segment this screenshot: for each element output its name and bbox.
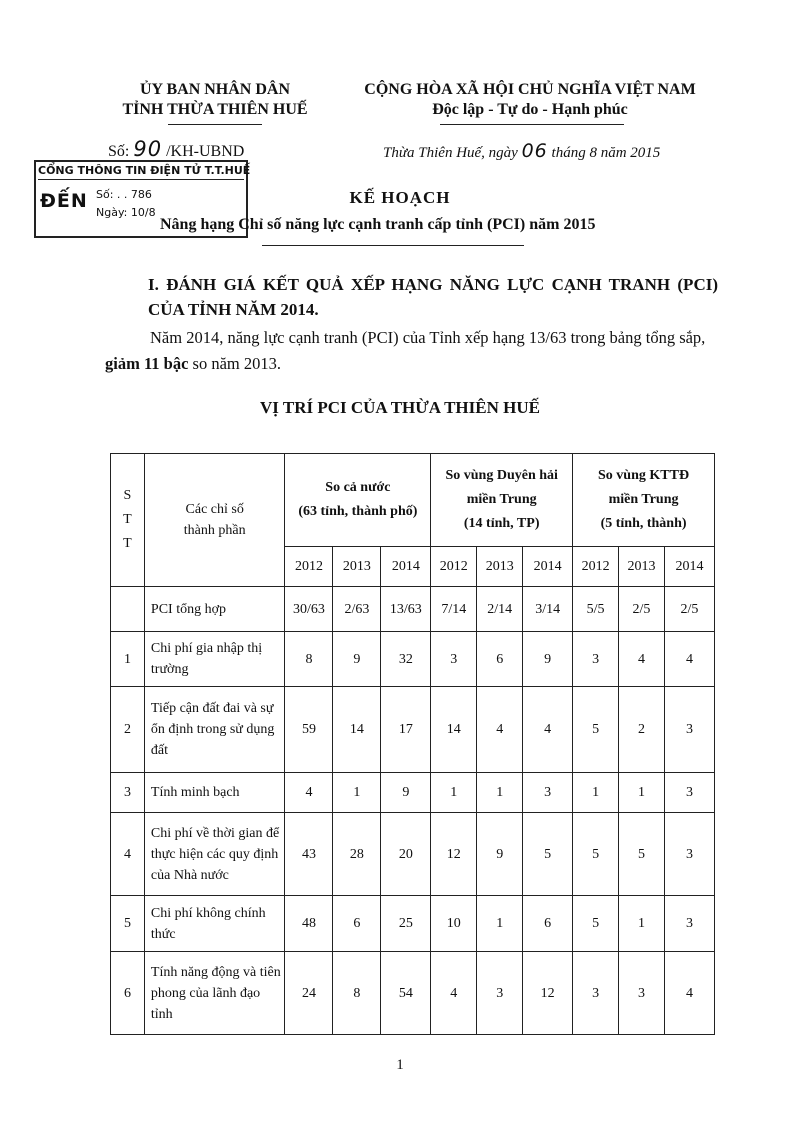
cell: 2/5 xyxy=(664,587,714,632)
group-header-kttd: So vùng KTTĐ miền Trung (5 tỉnh, thành) xyxy=(573,454,715,547)
group-header-national: So cả nước (63 tỉnh, thành phố) xyxy=(285,454,431,547)
table-row xyxy=(111,632,715,687)
cell: 20 xyxy=(381,813,431,896)
row-name: Tính năng động và tiên phong của lãnh đạo tỉnh xyxy=(144,952,285,1035)
cell: 1 xyxy=(573,773,619,813)
cell: 3 xyxy=(664,773,714,813)
year-header: 2014 xyxy=(381,547,431,587)
section-heading: I. ĐÁNH GIÁ KẾT QUẢ XẾP HẠNG NĂNG LỰC CẠNH TRANH (PCI) CỦA TỈNH NĂM 2014. xyxy=(148,275,718,319)
cell: 9 xyxy=(477,813,523,896)
cell: 3 xyxy=(431,632,477,687)
cell: 10 xyxy=(431,896,477,952)
year-header: 2014 xyxy=(664,547,714,587)
cell: 9 xyxy=(333,632,381,687)
issuing-authority xyxy=(110,80,320,120)
cell: 8 xyxy=(333,952,381,1035)
motto-underline xyxy=(440,124,624,125)
cell: 5 xyxy=(619,813,665,896)
cell: 13/63 xyxy=(381,587,431,632)
document-number: Số: 90 /KH-UBND xyxy=(108,137,245,161)
cell: 2/5 xyxy=(619,587,665,632)
cell: 1 xyxy=(477,896,523,952)
cell: 1 xyxy=(431,773,477,813)
table-title: VỊ TRÍ PCI CỦA THỪA THIÊN HUẾ xyxy=(260,398,540,417)
cell: 4 xyxy=(431,952,477,1035)
year-header: 2012 xyxy=(285,547,333,587)
cell: 2 xyxy=(619,687,665,773)
year-header: 2012 xyxy=(573,547,619,587)
row-stt: 5 xyxy=(111,896,145,952)
cell: 5 xyxy=(573,896,619,952)
cell: 6 xyxy=(477,632,523,687)
cell: 3 xyxy=(664,813,714,896)
authority-line-2: TỈNH THỪA THIÊN HUẾ xyxy=(122,101,308,118)
row-name: Tính minh bạch xyxy=(144,773,285,813)
row-name: Tiếp cận đất đai và sự ổn định trong sử dụng đất xyxy=(144,687,285,773)
cell: 9 xyxy=(523,632,573,687)
cell: 4 xyxy=(664,632,714,687)
cell: 14 xyxy=(431,687,477,773)
motto: Độc lập - Tự do - Hạnh phúc xyxy=(432,101,628,118)
cell: 5 xyxy=(523,813,573,896)
national-motto xyxy=(340,80,720,120)
table-row xyxy=(111,813,715,896)
cell: 3 xyxy=(477,952,523,1035)
authority-underline xyxy=(168,124,262,125)
group-header-coastal: So vùng Duyên hải miền Trung (14 tỉnh, TP) xyxy=(431,454,573,547)
cell: 30/63 xyxy=(285,587,333,632)
row-stt: 6 xyxy=(111,952,145,1035)
cell: 2/63 xyxy=(333,587,381,632)
cell: 1 xyxy=(477,773,523,813)
cell: 1 xyxy=(619,896,665,952)
year-header: 2012 xyxy=(431,547,477,587)
row-name: Chi phí không chính thức xyxy=(144,896,285,952)
cell: 12 xyxy=(523,952,573,1035)
date-day-handwritten: 06 xyxy=(521,140,548,162)
cell: 4 xyxy=(523,687,573,773)
cell: 1 xyxy=(333,773,381,813)
table-row xyxy=(111,896,715,952)
table-row xyxy=(111,952,715,1035)
component-header: Các chỉ số thành phần xyxy=(144,454,285,587)
cell: 3/14 xyxy=(523,587,573,632)
cell: 2/14 xyxy=(477,587,523,632)
cell: 43 xyxy=(285,813,333,896)
year-header: 2013 xyxy=(477,547,523,587)
page-number: 1 xyxy=(396,1057,404,1073)
pci-ranking-table xyxy=(110,453,715,1035)
document-date: Thừa Thiên Huế, ngày 06 tháng 8 năm 2015 xyxy=(383,140,661,162)
stamp-so: Số: . . 786 xyxy=(96,188,152,201)
cell: 25 xyxy=(381,896,431,952)
nation-name: CỘNG HÒA XÃ HỘI CHỦ NGHĨA VIỆT NAM xyxy=(364,81,696,98)
document-subtitle: Nâng hạng Chỉ số năng lực cạnh tranh cấp tỉnh (PCI) năm 2015 xyxy=(160,216,596,233)
document-title: KẾ HOẠCH xyxy=(349,188,451,207)
cell: 54 xyxy=(381,952,431,1035)
cell: 24 xyxy=(285,952,333,1035)
cell: 3 xyxy=(664,896,714,952)
cell: 8 xyxy=(285,632,333,687)
stamp-den: ĐẾN xyxy=(40,190,88,212)
cell: 3 xyxy=(664,687,714,773)
cell: 3 xyxy=(573,632,619,687)
row-stt: 1 xyxy=(111,632,145,687)
document-number-handwritten: 90 xyxy=(133,137,163,161)
cell: 1 xyxy=(619,773,665,813)
cell: 4 xyxy=(664,952,714,1035)
stamp-ngay: Ngày: 10/8 xyxy=(96,206,156,219)
table-row xyxy=(111,773,715,813)
cell: 12 xyxy=(431,813,477,896)
cell: 17 xyxy=(381,687,431,773)
cell: 3 xyxy=(619,952,665,1035)
row-stt: 3 xyxy=(111,773,145,813)
row-name: PCI tổng hợp xyxy=(144,587,285,632)
cell: 7/14 xyxy=(431,587,477,632)
cell: 6 xyxy=(333,896,381,952)
cell: 5 xyxy=(573,813,619,896)
stt-header: S T T xyxy=(111,454,145,587)
rank-change: giảm 11 bậc xyxy=(105,354,189,373)
cell: 6 xyxy=(523,896,573,952)
subtitle-underline xyxy=(262,245,524,246)
table-row xyxy=(111,687,715,773)
row-name: Chi phí gia nhập thị trường xyxy=(144,632,285,687)
cell: 3 xyxy=(523,773,573,813)
cell: 5 xyxy=(573,687,619,773)
year-header: 2013 xyxy=(619,547,665,587)
row-stt xyxy=(111,587,145,632)
row-stt: 4 xyxy=(111,813,145,896)
summary-paragraph: Năm 2014, năng lực cạnh tranh (PCI) của Tỉnh xếp hạng 13/63 trong bảng tổng sắp, giảm 11 bậc so năm 2013. xyxy=(105,328,706,373)
cell: 4 xyxy=(477,687,523,773)
cell: 14 xyxy=(333,687,381,773)
table-row xyxy=(111,587,715,632)
cell: 4 xyxy=(619,632,665,687)
row-name: Chi phí về thời gian để thực hiện các quy định của Nhà nước xyxy=(144,813,285,896)
year-header: 2014 xyxy=(523,547,573,587)
cell: 59 xyxy=(285,687,333,773)
cell: 48 xyxy=(285,896,333,952)
row-stt: 2 xyxy=(111,687,145,773)
cell: 5/5 xyxy=(573,587,619,632)
cell: 4 xyxy=(285,773,333,813)
authority-line-1: ỦY BAN NHÂN DÂN xyxy=(139,81,291,98)
cell: 9 xyxy=(381,773,431,813)
cell: 32 xyxy=(381,632,431,687)
year-header: 2013 xyxy=(333,547,381,587)
cell: 3 xyxy=(573,952,619,1035)
cell: 28 xyxy=(333,813,381,896)
stamp-title: CỔNG THÔNG TIN ĐIỆN TỬ T.T.HUẾ xyxy=(38,164,244,180)
